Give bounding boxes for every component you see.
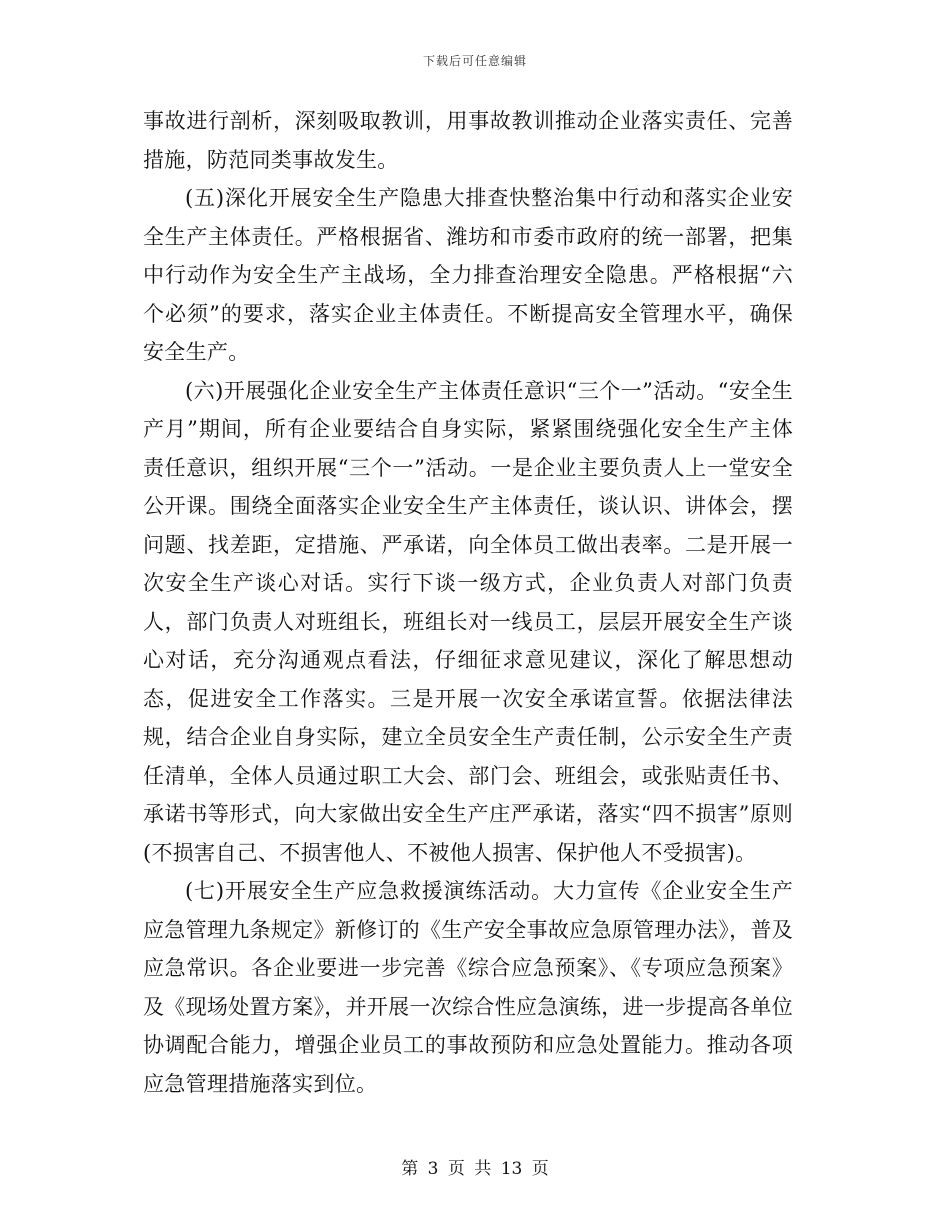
paragraph-section-7: (七)开展安全生产应急救援演练活动。大力宣传《企业安全生产应急管理九条规定》新修订的《生产安全事故应急原管理办法》，普及应急常识。各企业要进一步完善《综合应急预案》、《专项应急预案》及《现场处置方案》，并开展一次综合性应急演练，进一步提高各单位协调配合能力，增强企业员工的事故预防和应急处置能力。推动各项应急管理措施落实到位。: [143, 879, 793, 1096]
document-body: [143, 102, 793, 1103]
page-header: 下载后可任意编辑: [422, 54, 527, 68]
paragraph-section-6: (六)开展强化企业安全生产主体责任意识“三个一”活动。“安全生产月”期间，所有企业要结合自身实际，紧紧围绕强化安全生产主体责任意识，组织开展“三个一”活动。一是企业主要负责人上一堂安全公开课。围绕全面落实企业安全生产主体责任，谈认识、讲体会，摆问题、找差距，定措施、严承诺，向全体员工做出表率。二是开展一次安全生产谈心对话。实行下谈一级方式，企业负责人对部门负责人，部门负责人对班组长，班组长对一线员工，层层开展安全生产谈心对话，充分沟通观点看法，仔细征求意见建议，深化了解思想动态，促进安全工作落实。三是开展一次安全承诺宣誓。依据法律法规，结合企业自身实际，建立全员安全生产责任制，公示安全生产责任清单，全体人员通过职工大会、部门会、班组会，或张贴责任书、承诺书等形式，向大家做出安全生产庄严承诺，落实“四不损害”原则(不损害自己、不损害他人、不被他人损害、保护他人不受损害)。: [143, 378, 793, 865]
paragraph-section-5: (五)深化开展安全生产隐患大排查快整治集中行动和落实企业安全生产主体责任。严格根据省、潍坊和市委市政府的统一部署，把集中行动作为安全生产主战场，全力排查治理安全隐患。严格根据“六个必须”的要求，落实企业主体责任。不断提高安全管理水平，确保安全生产。: [143, 186, 793, 364]
page-number-footer: 第 3 页 共 13 页: [401, 1159, 549, 1179]
paragraph-continuation: 事故进行剖析，深刻吸取教训，用事故教训推动企业落实责任、完善措施，防范同类事故发生。: [143, 109, 793, 172]
